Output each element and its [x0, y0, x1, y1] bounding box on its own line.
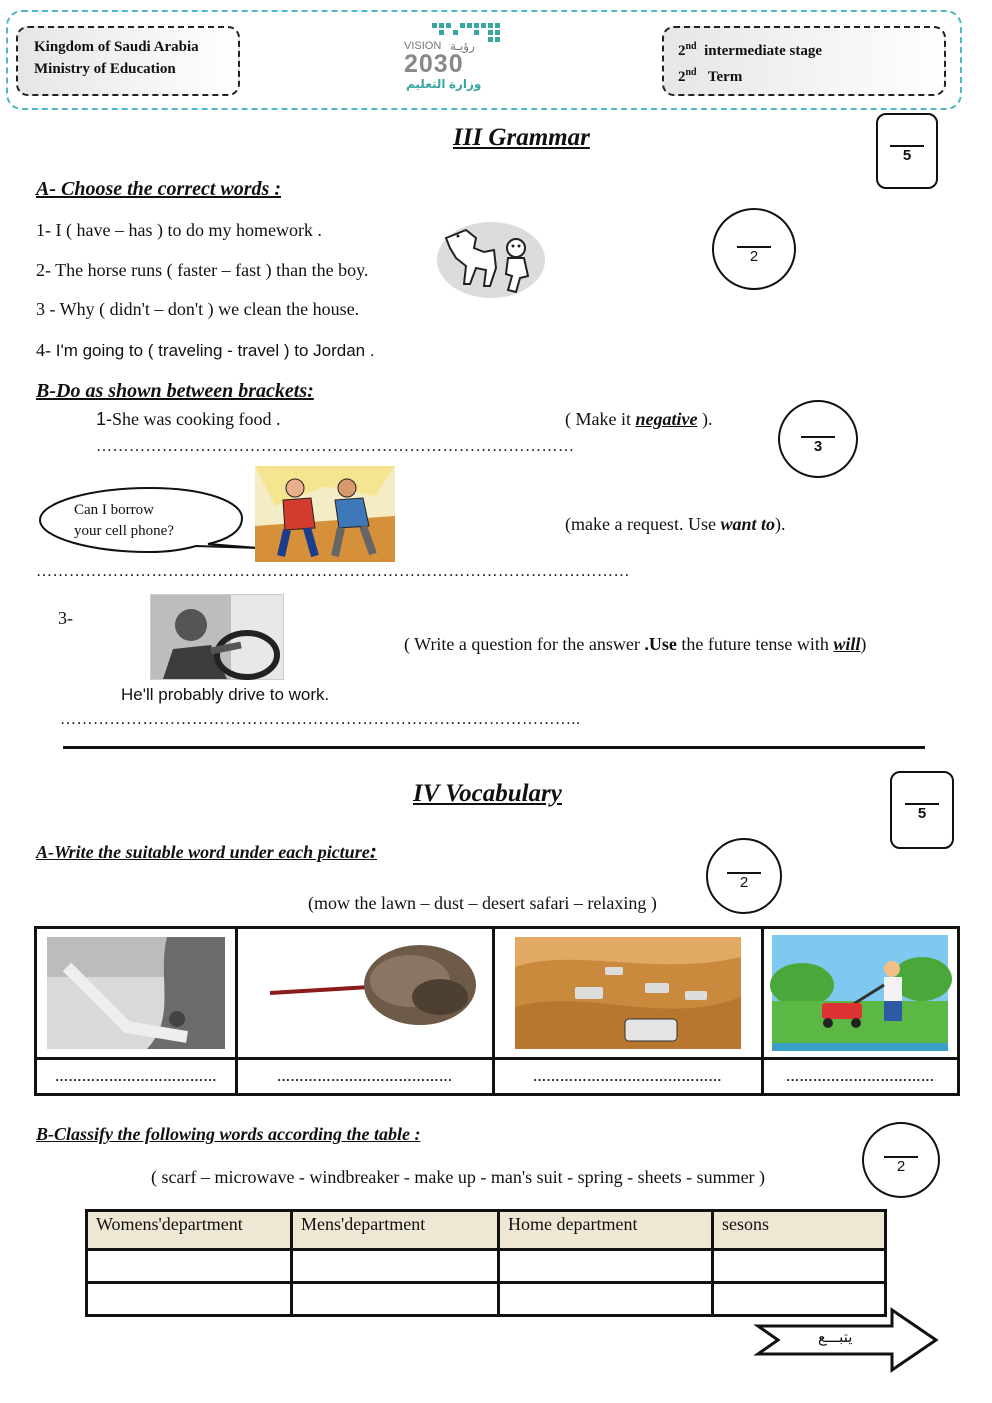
grammar-a-item-2: 2- The horse runs ( faster – fast ) than the boy. [36, 260, 369, 280]
vocabulary-score-total: 5 [917, 805, 927, 822]
vocab-a-word-bank: (mow the lawn – dust – desert safari – relaxing ) [308, 893, 657, 913]
grammar-b-heading: B-Do as shown between brackets: [36, 380, 314, 402]
speech-bubble [36, 484, 266, 556]
classify-header-seasons: sesons [713, 1211, 886, 1250]
bubble-line-2: your cell phone? [74, 523, 174, 539]
grammar-b-q1-instruction: ( Make it negative ). [565, 409, 713, 429]
classify-header-home: Home department [499, 1211, 713, 1250]
stage-label: 2nd intermediate stage [678, 41, 823, 59]
desert-safari-image [515, 937, 741, 1049]
grammar-b-answer-line-1[interactable]: …………………………………………………………………………… [96, 438, 575, 455]
grammar-b-q1: 1-She was cooking food . [96, 409, 281, 429]
classify-cell[interactable] [292, 1250, 499, 1283]
two-boys-image [255, 466, 395, 562]
classify-cell[interactable] [499, 1250, 713, 1283]
grammar-b-answer-line-2[interactable]: ……………………………………………………………………………………………… [36, 563, 630, 580]
logo-year: 2030 [404, 50, 464, 78]
vocab-a-score-circle [706, 838, 782, 914]
relaxing-person-image [47, 937, 225, 1049]
ministry-label: Ministry of Education [34, 61, 176, 77]
vocab-b-score: 2 [896, 1158, 906, 1175]
continue-label: يتبـــع [818, 1329, 853, 1346]
classify-cell[interactable] [499, 1283, 713, 1316]
vocab-b-heading: B-Classify the following words according the table : [36, 1124, 421, 1144]
vocab-blank-1[interactable]: ……………………………… [36, 1059, 237, 1095]
grammar-a-item-3: 3 - Why ( didn't – don't ) we clean the house. [36, 299, 360, 319]
vocab-picture-cell-3 [493, 928, 762, 1059]
classify-cell[interactable] [87, 1283, 292, 1316]
vocab-picture-cell-4 [762, 928, 959, 1059]
grammar-a-score-circle [712, 208, 796, 290]
classify-cell[interactable] [713, 1250, 886, 1283]
vocab-b-score-circle [862, 1122, 940, 1198]
vocab-blank-4[interactable]: …………………………… [762, 1059, 959, 1095]
grammar-score-total: 5 [902, 147, 912, 164]
grammar-b-q3-instruction: ( Write a question for the answer .Use the future tense with will) [404, 634, 867, 654]
feather-duster-image [250, 937, 478, 1049]
logo-vision-text: VISION [404, 40, 442, 52]
vocab-picture-cell-1 [36, 928, 237, 1059]
section-divider [63, 746, 925, 749]
classify-cell[interactable] [292, 1283, 499, 1316]
vocab-picture-cell-2 [237, 928, 494, 1059]
grammar-title: III Grammar [453, 124, 590, 151]
vocab-blank-2[interactable]: ………………………………… [237, 1059, 494, 1095]
vocab-a-score: 2 [739, 874, 749, 891]
driver-image [150, 594, 284, 680]
logo-arabic-vision: رؤيـة [450, 39, 475, 53]
grammar-b-answer-line-3[interactable]: ………………………………………………………………………………….. [60, 711, 581, 728]
vocab-a-heading: A-Write the suitable word under each picture: [36, 838, 378, 863]
term-label: 2nd Term [678, 67, 743, 85]
bubble-line-1: Can I borrow [74, 502, 154, 518]
grammar-a-item-4: 4- I'm going to ( traveling - travel ) to Jordan . [36, 340, 375, 360]
logo-ministry-text: وزارة التعليم [406, 77, 482, 91]
vocabulary-title: IV Vocabulary [413, 780, 562, 807]
header-right-box [662, 26, 946, 96]
grammar-a-heading: A- Choose the correct words : [36, 178, 281, 200]
vision-2030-logo [404, 20, 508, 96]
grammar-b-score-circle [778, 400, 858, 478]
grammar-b-score: 3 [813, 438, 823, 455]
horse-boy-image [436, 218, 546, 300]
vocab-picture-table [34, 926, 960, 1096]
kingdom-label: Kingdom of Saudi Arabia [34, 39, 199, 55]
vocabulary-score-box [890, 771, 954, 849]
classify-header-mens: Mens'department [292, 1211, 499, 1250]
grammar-b-q2-instruction: (make a request. Use want to). [565, 514, 786, 534]
classify-header-womens: Womens'department [87, 1211, 292, 1250]
header-left-box [16, 26, 240, 96]
grammar-score-box [876, 113, 938, 189]
vocab-b-word-bank: ( scarf – microwave - windbreaker - make up - man's suit - spring - sheets - summer ) [151, 1167, 766, 1187]
grammar-a-item-1: 1- I ( have – has ) to do my homework . [36, 220, 322, 240]
grammar-b-q3-answer: He'll probably drive to work. [121, 685, 330, 704]
continue-arrow[interactable] [756, 1308, 940, 1372]
vocab-blank-3[interactable]: …………………………………… [493, 1059, 762, 1095]
grammar-a-score: 2 [749, 248, 759, 265]
classify-cell[interactable] [87, 1250, 292, 1283]
grammar-b-q3-num: 3- [58, 608, 73, 628]
lawn-mower-image [772, 935, 948, 1051]
classify-table [85, 1209, 887, 1317]
